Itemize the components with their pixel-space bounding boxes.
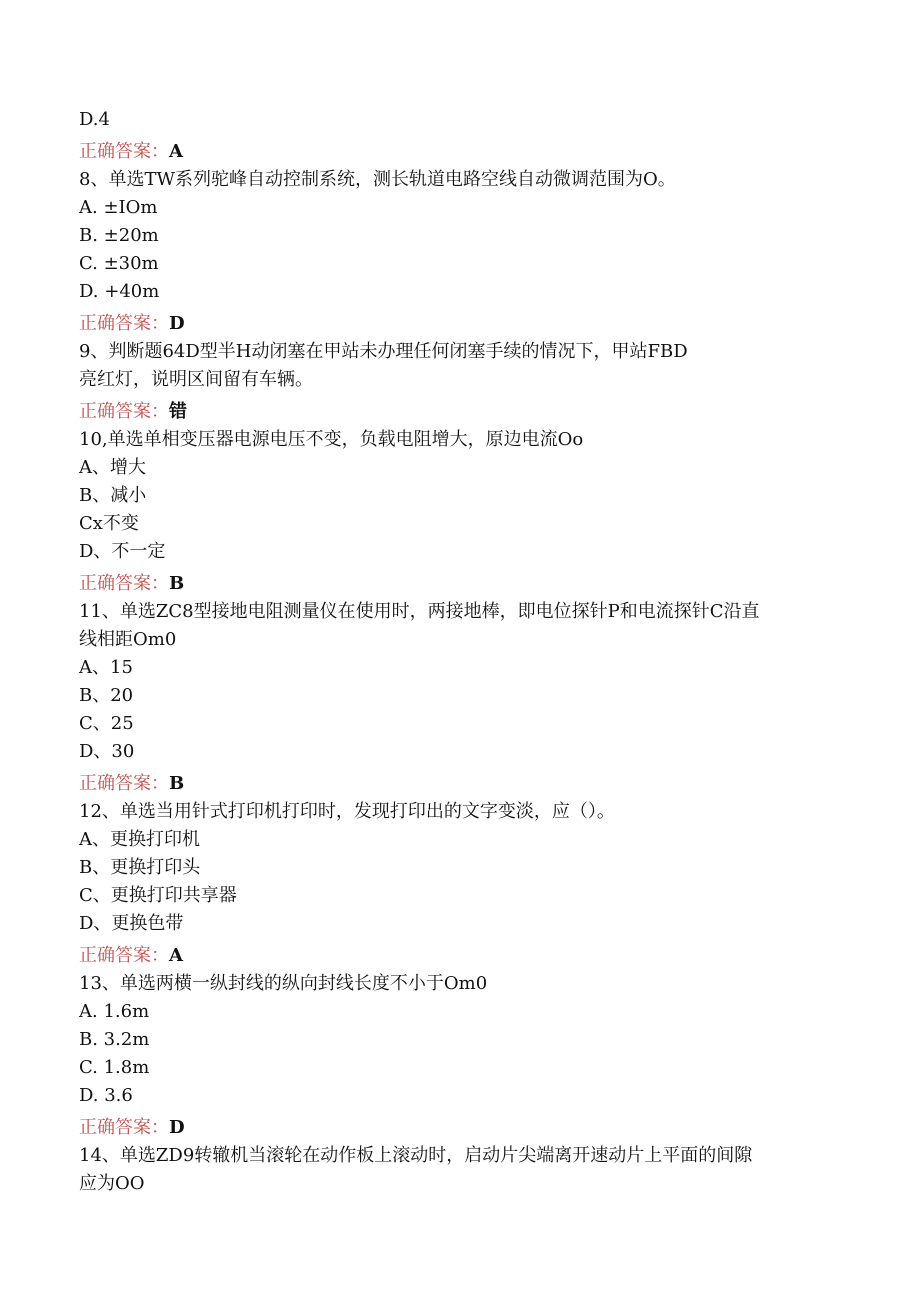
- option-line: C、25: [79, 713, 134, 734]
- answer-label: 正确答案：: [79, 141, 169, 162]
- question-line: 11、单选ZC8型接地电阻测量仪在使用时，两接地棒，即电位探针P和电流探针C沿直: [79, 601, 760, 622]
- option-line: B. 3.2m: [79, 1029, 150, 1050]
- answer-line: [79, 398, 839, 426]
- answer-label: 正确答案：: [79, 773, 169, 794]
- option-line: D、30: [79, 741, 135, 762]
- answer-value: A: [169, 945, 183, 966]
- answer-value: 错: [169, 401, 187, 422]
- option-line: C. ±30m: [79, 253, 159, 274]
- question-line: 8、单选TW系列驼峰自动控制系统，测长轨道电路空线自动微调范围为O。: [79, 169, 676, 190]
- answer-line: [79, 570, 839, 598]
- question-line: 亮红灯，说明区间留有车辆。: [79, 369, 313, 390]
- option-line: C、更换打印共享器: [79, 885, 237, 906]
- option-line: D.4: [79, 109, 110, 130]
- option-line: B. ±20m: [79, 225, 159, 246]
- answer-label: 正确答案：: [79, 945, 169, 966]
- answer-label: 正确答案：: [79, 1117, 169, 1138]
- answer-value: D: [169, 313, 185, 334]
- option-line: Cx不变: [79, 513, 139, 534]
- option-line: D. +40m: [79, 281, 160, 302]
- answer-label: 正确答案：: [79, 313, 169, 334]
- answer-line: [79, 770, 839, 798]
- answer-value: B: [169, 573, 185, 594]
- answer-value: D: [169, 1117, 185, 1138]
- answer-line: [79, 1114, 839, 1142]
- question-line: 9、判断题64D型半H动闭塞在甲站未办理任何闭塞手续的情况下，甲站FBD: [79, 341, 688, 362]
- answer-label: 正确答案：: [79, 573, 169, 594]
- option-line: A、更换打印机: [79, 829, 200, 850]
- option-line: C. 1.8m: [79, 1057, 150, 1078]
- option-line: B、20: [79, 685, 134, 706]
- option-line: D、不一定: [79, 541, 166, 562]
- question-line: 12、单选当用针式打印机打印时，发现打印出的文字变淡，应（）。: [79, 801, 615, 822]
- answer-value: A: [169, 141, 183, 162]
- option-line: A. 1.6m: [79, 1001, 150, 1022]
- option-line: D. 3.6: [79, 1085, 133, 1106]
- question-line: 13、单选两横一纵封线的纵向封线长度不小于Om0: [79, 973, 488, 994]
- question-line: 10,单选单相变压器电源电压不变，负载电阻增大，原边电流Oo: [79, 429, 584, 450]
- question-line: 应为OO: [79, 1173, 145, 1194]
- document-page: [79, 106, 839, 1198]
- question-line: 14、单选ZD9转辙机当滚轮在动作板上滚动时，启动片尖端离开速动片上平面的间隙: [79, 1145, 753, 1166]
- option-line: B、减小: [79, 485, 147, 506]
- option-line: D、更换色带: [79, 913, 184, 934]
- option-line: A. ±IOm: [79, 197, 158, 218]
- question-line: 线相距Om0: [79, 629, 177, 650]
- answer-line: [79, 942, 839, 970]
- option-line: A、增大: [79, 457, 146, 478]
- option-line: A、15: [79, 657, 133, 678]
- answer-label: 正确答案：: [79, 401, 169, 422]
- answer-value: B: [169, 773, 185, 794]
- answer-line: [79, 138, 839, 166]
- option-line: B、更换打印头: [79, 857, 201, 878]
- answer-line: [79, 310, 839, 338]
